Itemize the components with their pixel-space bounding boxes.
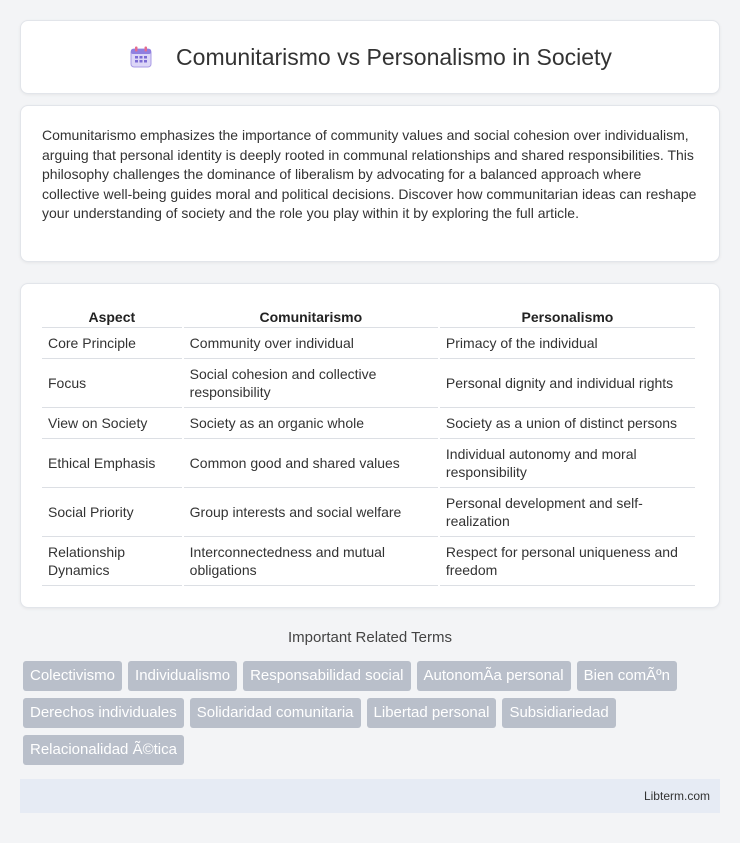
header-personalismo: Personalismo [440,304,695,328]
title-wrap [128,44,612,71]
tag-individualismo[interactable]: Individualismo [128,661,237,691]
tag-colectivismo[interactable]: Colectivismo [23,661,122,691]
tag-autonomia-personal[interactable]: AutonomÃa personal [417,661,571,691]
tag-solidaridad-comunitaria[interactable]: Solidaridad comunitaria [190,698,361,728]
table-cell: Society as an organic whole [184,408,438,439]
intro-paragraph: Comunitarismo emphasizes the importance of community values and social cohesion over individualism, arguing that personal identity is deeply rooted in communal relationships and shared responsibilities. This philosophy challenges the dominance of liberalism by advocating for a balanced approach where collective well-being guides moral and political decisions. Discover how communitarian ideas can reshape your understanding of society and the role you play within it by exploring the full article. [42,127,697,222]
calendar-icon [128,44,154,70]
footer-site-link[interactable]: Libterm.com [643,789,710,803]
table-cell: Relationship Dynamics [42,537,182,586]
table-cell: View on Society [42,408,182,439]
table-cell: Individual autonomy and moral responsibility [440,439,695,488]
table-row [42,488,695,537]
page-title: Comunitarismo vs Personalismo in Society [176,43,612,70]
tag-bien-comun[interactable]: Bien comÃºn [577,661,677,691]
table-cell: Community over individual [184,328,438,359]
table-cell: Social Priority [42,488,182,537]
table-cell: Respect for personal uniqueness and freedom [440,537,695,586]
table-cell: Focus [42,359,182,408]
table-cell: Personal dignity and individual rights [440,359,695,408]
table-cell: Ethical Emphasis [42,439,182,488]
table-row [42,439,695,488]
table-cell: Society as a union of distinct persons [440,408,695,439]
tag-relacionalidad-etica[interactable]: Relacionalidad Ã©tica [23,735,184,765]
intro-card [20,105,720,262]
table-row [42,359,695,408]
tag-responsabilidad-social[interactable]: Responsabilidad social [243,661,410,691]
table-row [42,408,695,439]
table-cell: Primacy of the individual [440,328,695,359]
tag-libertad-personal[interactable]: Libertad personal [367,698,497,728]
tag-subsidiariedad[interactable]: Subsidiariedad [502,698,615,728]
tag-derechos-individuales[interactable]: Derechos individuales [23,698,184,728]
table-row [42,328,695,359]
table-row [42,537,695,586]
table-cell: Core Principle [42,328,182,359]
table-cell: Social cohesion and collective responsibility [184,359,438,408]
comparison-table-card [20,283,720,608]
header-comunitarismo: Comunitarismo [184,304,438,328]
related-tags [23,661,723,765]
comparison-table [40,304,697,586]
footer [20,779,720,813]
header-card [20,20,720,94]
related-terms-title: Important Related Terms [288,629,452,646]
table-cell: Personal development and self-realization [440,488,695,537]
table-cell: Group interests and social welfare [184,488,438,537]
header-aspect: Aspect [42,304,182,328]
table-cell: Interconnectedness and mutual obligations [184,537,438,586]
table-cell: Common good and shared values [184,439,438,488]
table-header-row [42,304,695,328]
